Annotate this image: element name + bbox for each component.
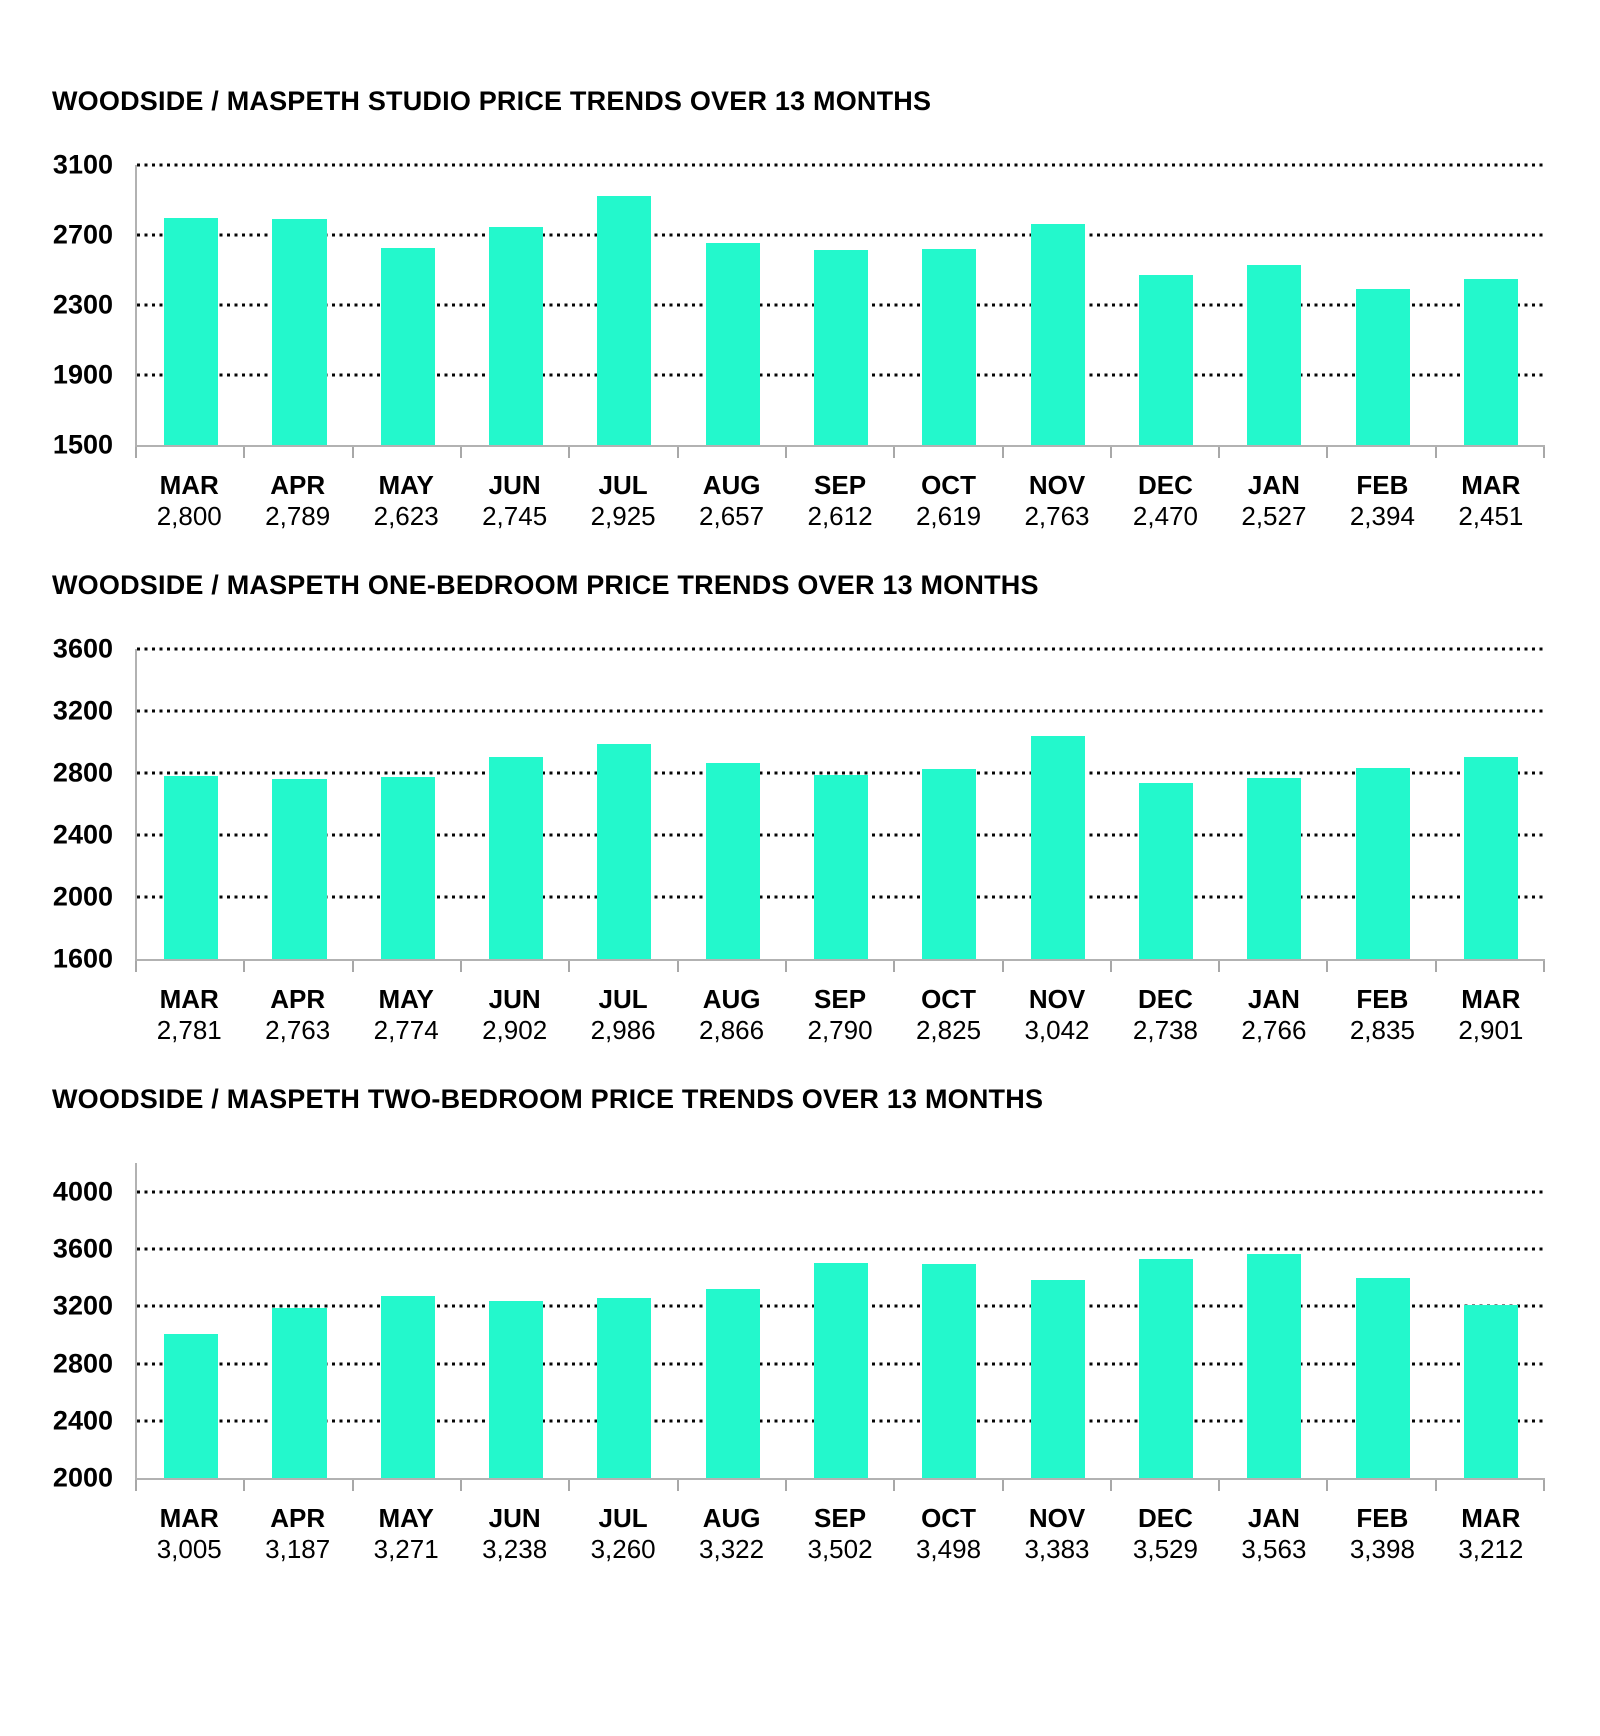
value-label: 2,657 [699,500,765,531]
month-label: APR [270,1503,326,1534]
bar [1031,224,1085,445]
value-label: 2,623 [373,500,439,531]
bar [1247,1254,1301,1478]
x-tick [570,961,678,972]
value-label: 3,322 [699,1534,765,1565]
x-tick [354,1480,462,1491]
bar [814,775,868,959]
value-label: 2,763 [1024,500,1090,531]
plot-area [135,1163,1545,1480]
chart-title: WOODSIDE / MASPETH TWO-BEDROOM PRICE TRENDS OVER 13 MONTHS [52,1084,1044,1115]
y-tick-label: 1500 [52,429,113,460]
x-label-cell [894,985,1002,1046]
bar-cell [245,1163,353,1478]
y-tick-label: 2700 [52,219,113,250]
bar-cell [1112,649,1220,959]
x-tick [245,447,353,458]
y-tick-label: 3200 [52,695,113,726]
value-label: 3,005 [156,1534,222,1565]
x-tick [135,1480,245,1491]
bar [922,769,976,959]
x-tick [1328,1480,1436,1491]
bar-cell [895,649,1003,959]
month-label: MAR [1461,470,1521,500]
x-label-cell [460,985,568,1046]
chart-title: WOODSIDE / MASPETH STUDIO PRICE TRENDS OVER 13 MONTHS [52,86,932,116]
chart-body [0,633,1545,1046]
bar-cell [1328,165,1436,445]
x-tick [462,961,570,972]
month-label: MAY [378,470,434,500]
x-axis-labels [135,985,1545,1046]
month-label: JUL [598,470,648,500]
value-label: 3,271 [373,1534,439,1565]
month-label: SEP [814,984,867,1015]
month-label: MAR [159,1503,219,1534]
bar-series [137,165,1545,445]
bar-series [137,649,1545,959]
y-tick-label: 1900 [52,359,113,390]
x-label-cell [135,1504,243,1565]
bar-cell [1328,1163,1436,1478]
x-label-cell [1111,985,1219,1046]
x-axis-ticks [135,961,1545,972]
x-label-cell [677,985,785,1046]
x-tick [895,961,1003,972]
bar [597,196,651,445]
x-label-cell [894,1504,1002,1565]
bar-series [137,1163,1545,1478]
y-tick-label: 2800 [52,757,113,788]
value-label: 2,527 [1241,500,1307,531]
x-tick [1328,447,1436,458]
x-tick [1328,961,1436,972]
bar-cell [895,165,1003,445]
bar-cell [354,649,462,959]
x-label-cell [786,471,894,532]
value-label: 2,825 [915,1014,982,1045]
bar-cell [1437,1163,1545,1478]
bar [489,1301,543,1478]
bar-cell [1004,649,1112,959]
x-label-cell [677,471,785,532]
y-tick-label: 2400 [52,1405,113,1436]
x-tick [462,1480,570,1491]
value-label: 2,763 [265,1014,331,1045]
bar-cell [679,1163,787,1478]
value-label: 3,529 [1132,1534,1198,1565]
x-label-cell [1111,1504,1219,1565]
month-label: JUL [598,984,648,1015]
value-label: 2,866 [699,1014,765,1045]
x-axis-ticks [135,447,1545,458]
bar [272,1308,326,1478]
x-axis-ticks [135,1480,1545,1491]
bar-cell [1437,165,1545,445]
x-axis-labels [135,471,1545,532]
bar [1464,279,1518,445]
value-label: 2,835 [1349,1014,1415,1045]
month-label: DEC [1138,1503,1193,1534]
x-tick [1437,447,1545,458]
plot-wrap [135,1163,1545,1565]
month-label: APR [270,984,326,1015]
x-tick [1004,961,1112,972]
x-label-cell [1220,471,1328,532]
plot-wrap [135,165,1545,532]
bar-cell [1437,649,1545,959]
value-label: 2,738 [1132,1014,1198,1045]
bar [164,1334,218,1478]
value-label: 2,612 [807,500,873,531]
x-label-cell [1003,985,1111,1046]
two-bedroom-price-chart [0,1084,1545,1565]
value-label: 2,774 [373,1014,439,1045]
month-label: JUN [488,1503,541,1534]
bar [381,1296,435,1478]
x-label-cell [1328,471,1436,532]
month-label: DEC [1138,470,1193,500]
bar-cell [1112,165,1220,445]
x-label-cell [677,1504,785,1565]
x-tick [1112,1480,1220,1491]
x-label-cell [1220,1504,1328,1565]
month-label: FEB [1356,984,1409,1015]
x-label-cell [1328,1504,1436,1565]
month-label: JAN [1247,1503,1300,1534]
x-label-cell [1328,985,1436,1046]
value-label: 3,238 [482,1534,548,1565]
bar [1139,1259,1193,1478]
x-label-cell [135,985,243,1046]
bar-cell [1004,1163,1112,1478]
bar-cell [245,165,353,445]
chart-body [0,1163,1545,1565]
x-label-cell [1437,471,1545,532]
x-label-cell [894,471,1002,532]
value-label: 2,451 [1458,500,1524,531]
x-label-cell [1437,1504,1545,1565]
value-label: 2,766 [1241,1014,1307,1045]
x-tick [1112,961,1220,972]
x-label-cell [786,985,894,1046]
month-label: SEP [814,470,867,500]
bar-cell [137,165,245,445]
x-label-cell [352,471,460,532]
x-tick [354,961,462,972]
value-label: 2,901 [1458,1014,1524,1045]
y-tick-label: 3100 [52,149,113,180]
bar-cell [787,1163,895,1478]
x-label-cell [243,1504,351,1565]
bar [272,779,326,959]
x-tick [787,1480,895,1491]
y-tick-label: 2300 [52,289,113,320]
x-label-cell [569,985,677,1046]
bar [706,243,760,445]
month-label: NOV [1028,984,1086,1015]
bar [1356,289,1410,445]
value-label: 3,498 [915,1534,982,1565]
x-tick [679,447,787,458]
y-tick-label: 3600 [52,1233,113,1264]
one-bedroom-price-chart [0,570,1545,1046]
y-tick-label: 2000 [52,881,113,912]
bar [706,1289,760,1478]
month-label: MAR [159,470,219,500]
value-label: 3,260 [590,1534,656,1565]
x-label-cell [1220,985,1328,1046]
month-label: MAR [159,984,219,1015]
plot-wrap [135,649,1545,1046]
bar-cell [570,649,678,959]
month-label: APR [270,470,326,500]
y-tick-label: 2400 [52,819,113,850]
x-tick [135,447,245,458]
y-axis [0,149,135,460]
bar [922,249,976,445]
bar-cell [462,165,570,445]
month-label: MAR [1461,1503,1521,1534]
value-label: 2,800 [156,500,222,531]
x-label-cell [786,1504,894,1565]
bar [1464,1305,1518,1479]
x-tick [462,447,570,458]
bar [1247,778,1301,959]
month-label: JUN [488,470,541,500]
x-tick [354,447,462,458]
x-tick [1437,961,1545,972]
value-label: 2,925 [590,500,656,531]
y-tick-label: 1600 [52,943,113,974]
bar-cell [679,649,787,959]
month-label: AUG [702,470,761,500]
bar [1247,265,1301,445]
bar [272,219,326,445]
bar [597,1298,651,1478]
value-label: 2,781 [156,1014,222,1045]
x-tick [1220,1480,1328,1491]
bar-cell [137,649,245,959]
bar [381,777,435,959]
x-tick [679,1480,787,1491]
bar-cell [245,649,353,959]
x-label-cell [460,1504,568,1565]
value-label: 2,619 [915,500,982,531]
x-label-cell [243,985,351,1046]
bar-cell [354,1163,462,1478]
x-label-cell [352,1504,460,1565]
bar-cell [679,165,787,445]
x-label-cell [135,471,243,532]
month-label: OCT [921,984,976,1015]
x-label-cell [1003,471,1111,532]
y-tick-label: 4000 [52,1176,113,1207]
value-label: 3,563 [1241,1534,1307,1565]
value-label: 2,745 [482,500,548,531]
bar-cell [1328,649,1436,959]
bar-cell [787,649,895,959]
y-axis [0,633,135,974]
month-label: JUN [488,984,541,1015]
bar [489,757,543,959]
value-label: 2,470 [1132,500,1198,531]
bar [164,776,218,959]
bar-cell [1004,165,1112,445]
value-label: 3,398 [1349,1534,1415,1565]
bar [1356,768,1410,959]
month-label: AUG [702,1503,761,1534]
bar [1356,1278,1410,1478]
x-tick [1220,961,1328,972]
month-label: OCT [921,1503,976,1534]
bar [597,744,651,959]
x-tick [570,447,678,458]
y-tick-label: 2000 [52,1462,113,1493]
month-label: DEC [1138,984,1193,1015]
plot-area [135,165,1545,447]
month-label: JAN [1247,470,1300,500]
x-tick [895,447,1003,458]
x-tick [895,1480,1003,1491]
bar [706,763,760,959]
x-label-cell [352,985,460,1046]
bar [381,248,435,445]
month-label: MAY [378,1503,434,1534]
bar-cell [354,165,462,445]
bar-cell [137,1163,245,1478]
month-label: NOV [1028,1503,1086,1534]
chart-body [0,149,1545,532]
value-label: 2,394 [1349,500,1415,531]
value-label: 2,902 [482,1014,548,1045]
value-label: 2,789 [265,500,331,531]
x-tick [679,961,787,972]
bar [1464,757,1518,959]
month-label: FEB [1356,470,1409,500]
month-label: JAN [1247,984,1300,1015]
month-label: JUL [598,1503,648,1534]
bar [814,250,868,445]
bar-cell [462,649,570,959]
bar-cell [1220,1163,1328,1478]
chart-title: WOODSIDE / MASPETH ONE-BEDROOM PRICE TRENDS OVER 13 MONTHS [52,570,1039,601]
value-label: 3,042 [1024,1014,1090,1045]
x-label-cell [460,471,568,532]
bar-cell [570,165,678,445]
bar [1031,1280,1085,1478]
month-label: MAR [1461,984,1521,1015]
bar [489,227,543,445]
y-axis [0,1163,135,1493]
bar [814,1263,868,1478]
value-label: 3,502 [807,1534,873,1565]
x-tick [1112,447,1220,458]
month-label: NOV [1028,470,1086,500]
y-tick-label: 3600 [52,633,113,664]
bar-cell [1112,1163,1220,1478]
value-label: 3,187 [265,1534,331,1565]
x-tick [135,961,245,972]
bar-cell [570,1163,678,1478]
x-label-cell [1003,1504,1111,1565]
month-label: AUG [702,984,761,1015]
x-tick [1437,1480,1545,1491]
month-label: SEP [814,1503,867,1534]
value-label: 2,986 [590,1014,656,1045]
x-axis-labels [135,1504,1545,1565]
y-tick-label: 3200 [52,1290,113,1321]
month-label: FEB [1356,1503,1409,1534]
x-tick [787,961,895,972]
y-tick-label: 2800 [52,1348,113,1379]
bar [1139,783,1193,959]
bar-cell [787,165,895,445]
bar [164,218,218,446]
x-tick [787,447,895,458]
bar [922,1264,976,1478]
value-label: 3,212 [1458,1534,1524,1565]
x-tick [245,1480,353,1491]
x-tick [570,1480,678,1491]
plot-area [135,649,1545,961]
month-label: OCT [921,470,976,500]
x-tick [1004,1480,1112,1491]
bar-cell [1220,649,1328,959]
bar-cell [1220,165,1328,445]
x-label-cell [1437,985,1545,1046]
x-label-cell [1111,471,1219,532]
studio-price-chart [0,86,1545,532]
x-label-cell [243,471,351,532]
x-tick [1004,447,1112,458]
x-tick [1220,447,1328,458]
bar-cell [462,1163,570,1478]
bar-cell [895,1163,1003,1478]
value-label: 2,790 [807,1014,873,1045]
bar [1031,736,1085,960]
x-tick [245,961,353,972]
bar [1139,275,1193,445]
value-label: 3,383 [1024,1534,1090,1565]
x-label-cell [569,471,677,532]
x-label-cell [569,1504,677,1565]
month-label: MAY [378,984,434,1015]
